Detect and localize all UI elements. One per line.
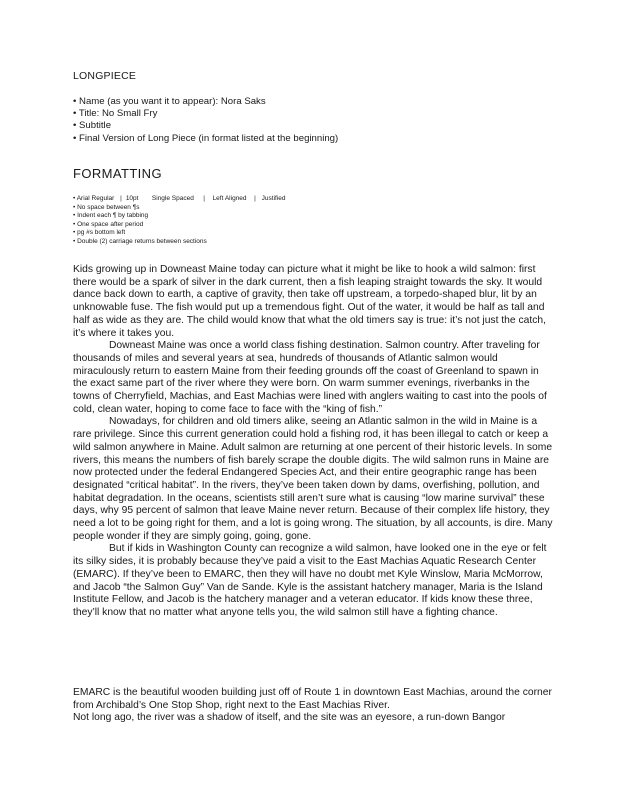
formatting-spec-line: • Arial Regular | 10pt Single Spaced | Left Aligned | Justified: [73, 195, 286, 202]
body-paragraph: Kids growing up in Downeast Maine today can picture what it might be like to hook a wild salmon: first there would be a spark of silver in the dark current, then a fish leaping straight towards the sky. It would dance back down to earth, a captive of gravity, then take off upstream, a torpedo-shaped blur, lit by an unknowable fuse. The fish would put up a tremendous fight. Out of the water, it would be half as tall and half as wide as they are. The child would know that what the old timers say is true: it’s not just the catch, it’s where it takes you.: [73, 264, 546, 339]
body-paragraph: Not long ago, the river was a shadow of itself, and the site was an eyesore, a run-down Bangor: [73, 712, 506, 724]
requirement-subtitle: • Subtitle: [73, 120, 112, 132]
body-paragraph: EMARC is the beautiful wooden building just off of Route 1 in downtown East Machias, around the corner from Archibald’s One Stop Shop, right next to the East Machias River.: [73, 687, 552, 711]
spec-size: 10pt: [125, 195, 139, 202]
document-header-label: LONGPIECE: [73, 70, 137, 82]
requirement-final-version: • Final Version of Long Piece (in format listed at the beginning): [73, 132, 339, 144]
body-paragraph: Nowadays, for children and old timers alike, seeing an Atlantic salmon in the wild in Maine is a rare privilege. Since this current generation could hold a fishing rod, it has been illegal to catch or keep a wild salmon anywhere in Maine. Adult salmon are returning at one percent of their historic levels. In some rivers, this means the numbers of fish barely scrape the double digits. The wild salmon runs in Maine are now protected under the federal Endangered Species Act, and their entire geographic range has been designated “critical habitat”. In the rivers, they’ve been taken down by dams, overfishing, pollution, and habitat degradation. In the oceans, scientists still aren’t sure what is causing “low marine survival” these days, why 95 percent of salmon that leave Maine never return. Because of their complex life history, they need a lot to be going right for them, and a lot is going wrong. The situation, by all accounts, is dire. Many people wonder if they are simply going, going, gone.: [73, 416, 553, 542]
formatting-item: • One space after period: [73, 220, 144, 228]
spec-font: • Arial Regular: [73, 195, 115, 202]
spec-left-aligned: Left Aligned: [212, 195, 247, 202]
formatting-heading: FORMATTING: [73, 166, 162, 181]
body-paragraph: Downeast Maine was once a world class fishing destination. Salmon country. After traveling for thousands of miles and several years at sea, hundreds of thousands of Atlantic salmon would miraculously return to eastern Maine from their feeding grounds off the coast of Greenland to spawn in the exact same part of the river where they were born. On warm summer evenings, riverbanks in the towns of Cherryfield, Machias, and East Machias were lined with anglers waiting to cast into the pools of cold, clean water, hoping to come face to face with the “king of fish.”: [73, 340, 547, 415]
formatting-list: [73, 195, 286, 247]
spec-spacing: Single Spaced: [151, 195, 194, 202]
formatting-item: • Indent each ¶ by tabbing: [73, 212, 149, 220]
spec-justified: Justified: [261, 195, 286, 202]
article-body: [73, 264, 553, 620]
formatting-item: • No space between ¶s: [73, 203, 140, 211]
body-paragraph: But if kids in Washington County can recognize a wild salmon, have looked one in the eye or felt its silky sides, it is probably because they’ve paid a visit to the East Machias Aquatic Research Center (EMARC). If they’ve been to EMARC, then they will have no doubt met Kyle Winslow, Maria McMorrow, and Jacob “the Salmon Guy” Van de Sande. Kyle is the assistant hatchery manager, Maria is the Island Institute Fellow, and Jacob is the hatchery manager and a veteran educator. If kids know these three, they’ll know that no matter what anyone tells you, the wild salmon still have a fighting chance.: [73, 543, 547, 618]
requirement-name: • Name (as you want it to appear): Nora Saks: [73, 96, 266, 107]
requirements-list: [73, 96, 338, 145]
article-section-two: [73, 687, 553, 725]
formatting-item: • pg #s bottom left: [73, 229, 126, 237]
requirement-title: • Title: No Small Fry: [73, 108, 158, 120]
formatting-item: • Double (2) carriage returns between sections: [73, 237, 207, 245]
